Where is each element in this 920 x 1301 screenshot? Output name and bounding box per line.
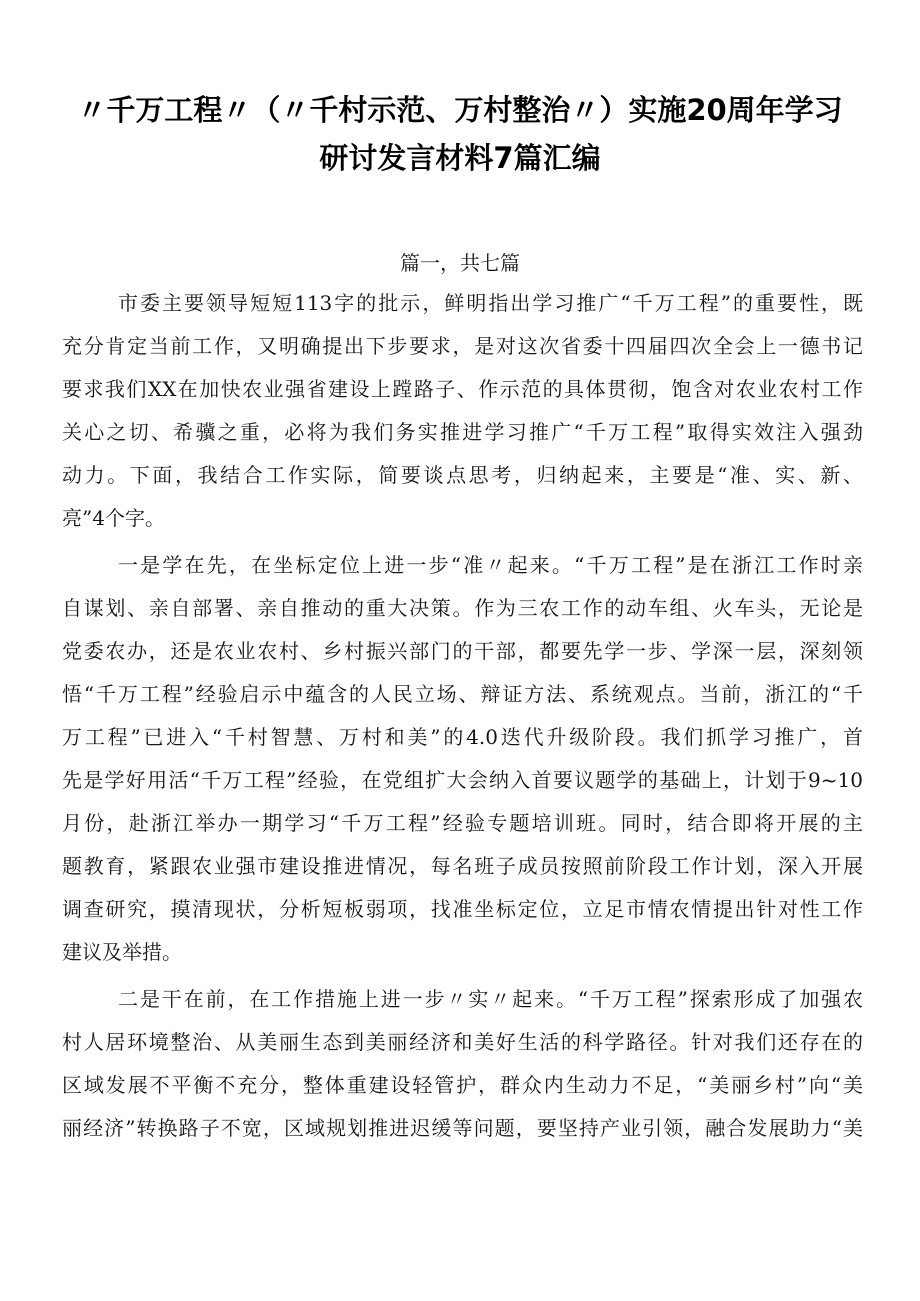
paragraph-line: 区域发展不平衡不充分，整体重建设轻管护，群众内生动力不足，“美丽乡村”向“美	[62, 1073, 863, 1097]
paragraph-line: 月份，赴浙江举办一期学习“千万工程”经验专题培训班。同时，结合即将开展的主	[62, 811, 863, 835]
paragraph-line: 悟“千万工程”经验启示中蕴含的人民立场、辩证方法、系统观点。当前，浙江的“千	[62, 682, 863, 706]
paragraph-line: 先是学好用活“千万工程”经验，在党组扩大会纳入首要议题学的基础上，计划于9~10	[62, 768, 863, 792]
paragraph-line: 要求我们XX在加快农业强省建设上蹚路子、作示范的具体贯彻，饱含对农业农村工作	[62, 377, 863, 401]
document-title-line-2: 研讨发言材料7篇汇编	[319, 141, 601, 175]
paragraph-line: 建议及举措。	[62, 940, 182, 964]
section-heading: 篇一，共七篇	[400, 251, 520, 275]
paragraph-line: 万工程”已进入“千村智慧、万村和美”的4.0迭代升级阶段。我们抓学习推广，首	[62, 725, 863, 749]
paragraph-line: 调查研究，摸清现状，分析短板弱项，找准坐标定位，立足市情农情提出针对性工作	[62, 897, 863, 921]
document-title-line-1: 〃千万工程〃（〃千村示范、万村整治〃）实施20周年学习	[77, 93, 843, 127]
paragraph-line: 村人居环境整治、从美丽生态到美丽经济和美好生活的科学路径。针对我们还存在的	[62, 1030, 863, 1054]
paragraph-line: 党委农办，还是农业农村、乡村振兴部门的干部，都要先学一步、学深一层，深刻领	[62, 639, 863, 663]
paragraph-line: 二是干在前，在工作措施上进一步〃实〃起来。“千万工程”探索形成了加强农	[118, 987, 863, 1011]
paragraph-line: 一是学在先，在坐标定位上进一步“准〃起来。“千万工程”是在浙江工作时亲	[118, 553, 863, 577]
paragraph-line: 关心之切、希骥之重，必将为我们务实推进学习推广“千万工程”取得实效注入强劲	[62, 420, 863, 444]
paragraph-line: 丽经济”转换路子不宽，区域规划推进迟缓等问题，要坚持产业引领，融合发展助力“美	[62, 1116, 863, 1140]
paragraph-line: 动力。下面，我结合工作实际，简要谈点思考，归纳起来，主要是“准、实、新、	[62, 463, 863, 487]
paragraph-line: 亮”4个字。	[62, 506, 165, 530]
paragraph-line: 题教育，紧跟农业强市建设推进情况，每名班子成员按照前阶段工作计划，深入开展	[62, 854, 863, 878]
paragraph-line: 市委主要领导短短113字的批示，鲜明指出学习推广“千万工程”的重要性，既	[118, 291, 863, 315]
paragraph-line: 自谋划、亲自部署、亲自推动的重大决策。作为三农工作的动车组、火车头，无论是	[62, 596, 863, 620]
paragraph-line: 充分肯定当前工作，又明确提出下步要求，是对这次省委十四届四次全会上一德书记	[62, 334, 863, 358]
